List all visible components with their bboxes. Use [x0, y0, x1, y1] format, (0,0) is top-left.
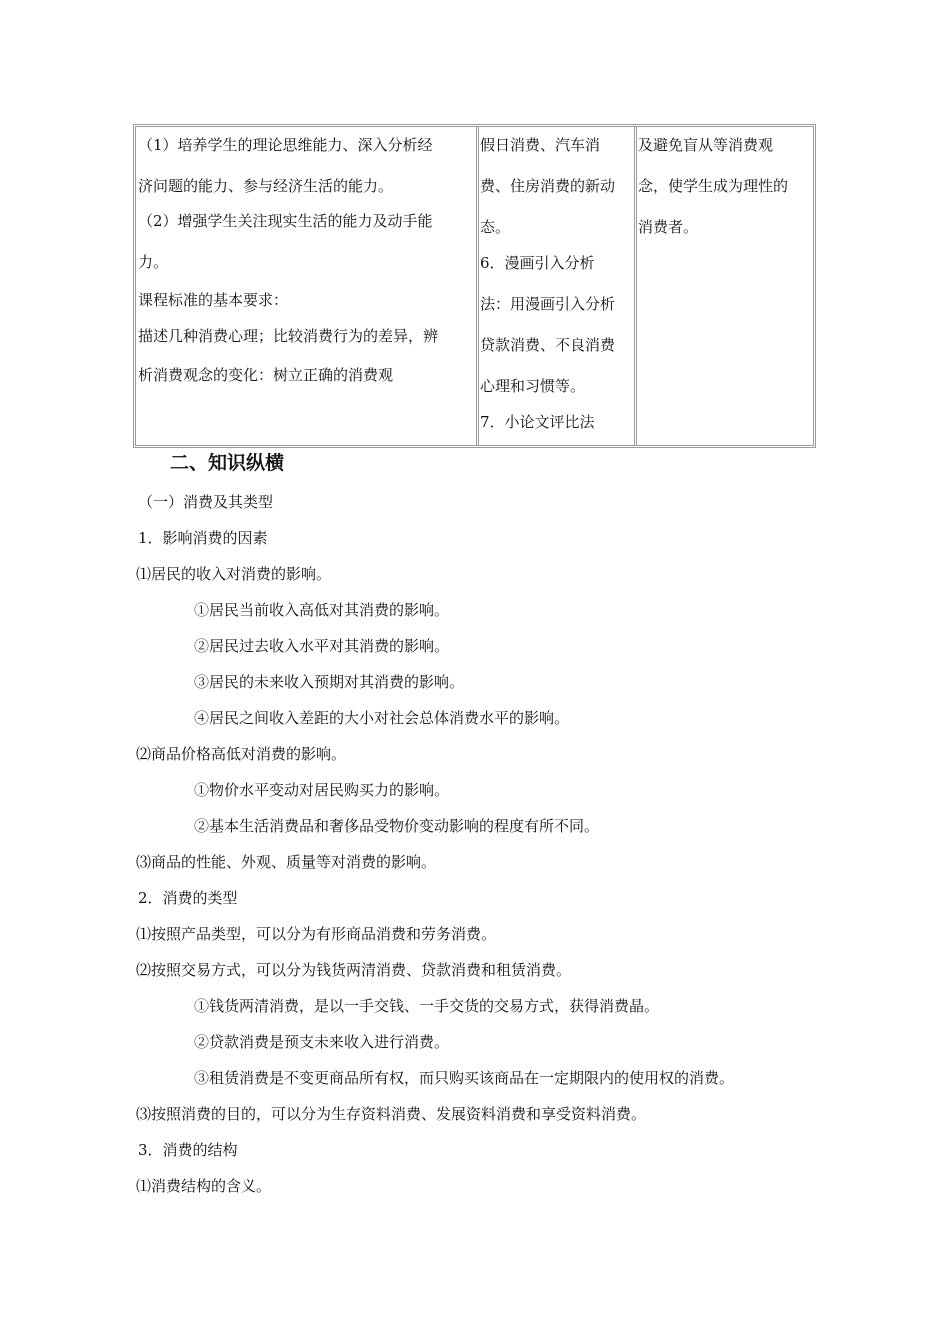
- item-line: ⑶按照消费的目的，可以分为生存资料消费、发展资料消费和享受资料消费。: [136, 1105, 647, 1123]
- cell-text-line: 济问题的能力、参与经济生活的能力。: [138, 177, 394, 195]
- sub-item-line: ②居民过去收入水平对其消费的影响。: [194, 637, 450, 655]
- sub-item-line: ②贷款消费是预支未来收入进行消费。: [194, 1033, 450, 1051]
- cell-text-line: 描述几种消费心理；比较消费行为的差异，辨: [138, 327, 439, 345]
- numbered-heading: 1．影响消费的因素: [138, 529, 268, 547]
- subsection-heading: （一）消费及其类型: [138, 493, 274, 511]
- cell-text-line: （2）增强学生关注现实生活的能力及动手能: [138, 212, 433, 230]
- item-line: ⑴按照产品类型，可以分为有形商品消费和劳务消费。: [136, 925, 497, 943]
- cell-text-line: 6．漫画引入分析: [480, 254, 595, 272]
- item-line: ⑴消费结构的含义。: [136, 1177, 272, 1195]
- cell-text-line: 法：用漫画引入分析: [480, 295, 616, 313]
- section-title: 二、知识纵横: [170, 452, 285, 474]
- cell-text-line: 及避免盲从等消费观: [638, 136, 774, 154]
- cell-text-line: 费、住房消费的新动: [480, 177, 616, 195]
- sub-item-line: ①居民当前收入高低对其消费的影响。: [194, 601, 450, 619]
- sub-item-line: ①物价水平变动对居民购买力的影响。: [194, 781, 450, 799]
- table-cell-goals: [634, 127, 813, 445]
- item-line: ⑵商品价格高低对消费的影响。: [136, 745, 347, 763]
- cell-text-line: 课程标准的基本要求：: [138, 291, 289, 309]
- numbered-heading: 2．消费的类型: [138, 889, 238, 907]
- cell-text-line: 贷款消费、不良消费: [480, 336, 616, 354]
- sub-item-line: ④居民之间收入差距的大小对社会总体消费水平的影响。: [194, 709, 570, 727]
- cell-text-line: 消费者。: [638, 218, 699, 236]
- cell-text-line: 念，使学生成为理性的: [638, 177, 789, 195]
- item-line: ⑴居民的收入对消费的影响。: [136, 565, 332, 583]
- cell-text-line: 7．小论文评比法: [480, 413, 595, 431]
- sub-item-line: ③居民的未来收入预期对其消费的影响。: [194, 673, 465, 691]
- lesson-plan-table: [133, 124, 816, 448]
- cell-text-line: （1）培养学生的理论思维能力、深入分析经: [138, 136, 433, 154]
- cell-text-line: 心理和习惯等。: [480, 377, 586, 395]
- sub-item-line: ③租赁消费是不变更商品所有权，而只购买该商品在一定期限内的使用权的消费。: [194, 1069, 735, 1087]
- item-line: ⑵按照交易方式，可以分为钱货两清消费、贷款消费和租赁消费。: [136, 961, 572, 979]
- table-cell-objectives: [136, 127, 476, 445]
- table-cell-methods: [476, 127, 634, 445]
- sub-item-line: ①钱货两清消费，是以一手交钱、一手交货的交易方式，获得消费晶。: [194, 997, 660, 1015]
- cell-text-line: 析消费观念的变化：树立正确的消费观: [138, 366, 394, 384]
- cell-text-line: 力。: [138, 253, 169, 271]
- cell-text-line: 态。: [480, 218, 511, 236]
- numbered-heading: 3．消费的结构: [138, 1141, 238, 1159]
- item-line: ⑶商品的性能、外观、质量等对消费的影响。: [136, 853, 437, 871]
- cell-text-line: 假日消费、汽车消: [480, 136, 601, 154]
- sub-item-line: ②基本生活消费品和奢侈品受物价变动影响的程度有所不同。: [194, 817, 600, 835]
